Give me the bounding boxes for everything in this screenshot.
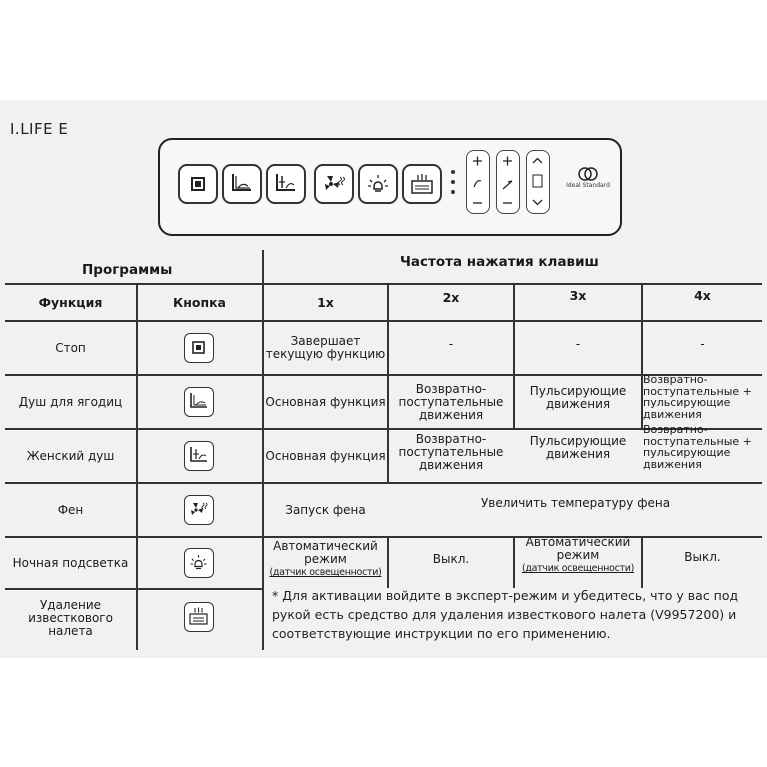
model-name: I.LIFE E <box>10 120 69 138</box>
position-adjuster <box>496 150 520 214</box>
note-line: рукой есть средство для удаления известкового налета (V9957200) и <box>272 607 737 622</box>
descaling-icon <box>185 603 212 630</box>
row-stop-1x: Завершает текущую функцию <box>265 334 386 361</box>
row-lady-wash-1x: Основная функция <box>265 448 386 463</box>
row-night-light-button-icon <box>184 548 214 578</box>
note-line: * Для активации войдите в эксперт-режим и убедитесь, что у вас под <box>272 588 739 603</box>
pressure-adjuster <box>466 150 490 214</box>
row-lady-wash-4x: Возвратно-поступательные + пульсирующие движения <box>643 423 752 471</box>
row-stop-button-icon <box>184 333 214 363</box>
night-light-icon <box>185 549 212 576</box>
panel-rear-wash-button <box>222 164 262 204</box>
mode-indicator-dots <box>451 170 459 200</box>
ideal-standard-logo-icon <box>577 166 599 182</box>
night-light-icon <box>360 166 396 202</box>
row-rear-wash-function: Душ для ягодиц <box>18 394 123 409</box>
panel-dryer-button <box>314 164 354 204</box>
brand-name: Ideal Standard <box>566 182 610 189</box>
plus-minus-icon <box>497 151 518 212</box>
stop-icon <box>180 166 216 202</box>
row-stop-2x: - <box>448 337 454 351</box>
row-rear-wash-2x: Возвратно-поступательные движения <box>398 381 504 422</box>
control-panel <box>158 138 622 236</box>
rear-wash-icon <box>224 166 260 202</box>
row-stop-function: Стоп <box>55 340 86 355</box>
row-stop-4x: - <box>700 337 705 351</box>
column-header-4x: 4x <box>694 288 711 303</box>
row-stop-3x: - <box>575 337 581 351</box>
row-night-light-1x <box>264 540 387 586</box>
lady-wash-icon <box>268 166 304 202</box>
row-night-light-3x-mode: Автоматический режим <box>525 535 631 562</box>
rear-wash-icon <box>185 388 212 415</box>
seat-temperature-adjuster <box>526 150 550 214</box>
row-rear-wash-button-icon <box>184 387 214 417</box>
divider-horizontal <box>5 588 263 590</box>
row-night-light-4x: Выкл. <box>684 549 721 564</box>
column-header-1x: 1x <box>317 295 334 310</box>
row-dryer-function: Фен <box>57 502 84 517</box>
row-dryer-button-icon <box>184 495 214 525</box>
stop-icon <box>185 334 212 361</box>
dryer-fan-icon <box>316 166 352 202</box>
panel-night-light-button <box>358 164 398 204</box>
dryer-fan-icon <box>185 496 212 523</box>
frequency-header: Частота нажатия клавиш <box>400 254 599 270</box>
lady-wash-icon <box>185 442 212 469</box>
row-night-light-1x-sensor: (датчик освещенности) <box>269 567 382 578</box>
plus-minus-icon <box>467 151 488 212</box>
row-rear-wash-3x: Пульсирующие движения <box>529 384 627 411</box>
panel-descaling-button <box>402 164 442 204</box>
row-night-light-1x-mode: Автоматический режим <box>273 539 378 566</box>
descaling-note <box>272 586 762 643</box>
row-rear-wash-1x: Основная функция <box>265 394 386 409</box>
row-lady-wash-button-icon <box>184 441 214 471</box>
row-descaling-button-icon <box>184 602 214 632</box>
row-rear-wash-4x: Возвратно-поступательные + пульсирующие движения <box>643 373 752 421</box>
descaling-icon <box>404 166 440 202</box>
chevron-up-down-icon <box>527 151 548 212</box>
row-night-light-2x: Выкл. <box>432 551 470 566</box>
row-lady-wash-3x: Пульсирующие движения <box>529 434 627 461</box>
row-descaling-function: Удаление известкового налета <box>28 597 113 638</box>
note-line: соответствующие инструкции по его применению. <box>272 626 611 641</box>
panel-lady-wash-button <box>266 164 306 204</box>
row-night-light-function: Ночная подсветка <box>12 555 129 570</box>
row-night-light-3x <box>515 536 641 582</box>
row-dryer-1x: Запуск фена <box>285 502 366 517</box>
column-header-3x: 3x <box>569 288 587 303</box>
column-header-2x: 2x <box>442 290 460 305</box>
column-header-function: Функция <box>38 295 103 310</box>
row-lady-wash-function: Женский душ <box>26 448 115 463</box>
divider-vertical <box>136 283 138 650</box>
panel-stop-button <box>178 164 218 204</box>
column-header-button: Кнопка <box>173 295 226 310</box>
row-lady-wash-2x: Возвратно-поступательные движения <box>398 431 504 472</box>
programs-header: Программы <box>82 262 173 278</box>
brand-logo <box>562 166 614 189</box>
row-night-light-3x-sensor: (датчик освещенности) <box>521 563 635 574</box>
row-dryer-2x-4x: Увеличить температуру фена <box>480 495 671 510</box>
